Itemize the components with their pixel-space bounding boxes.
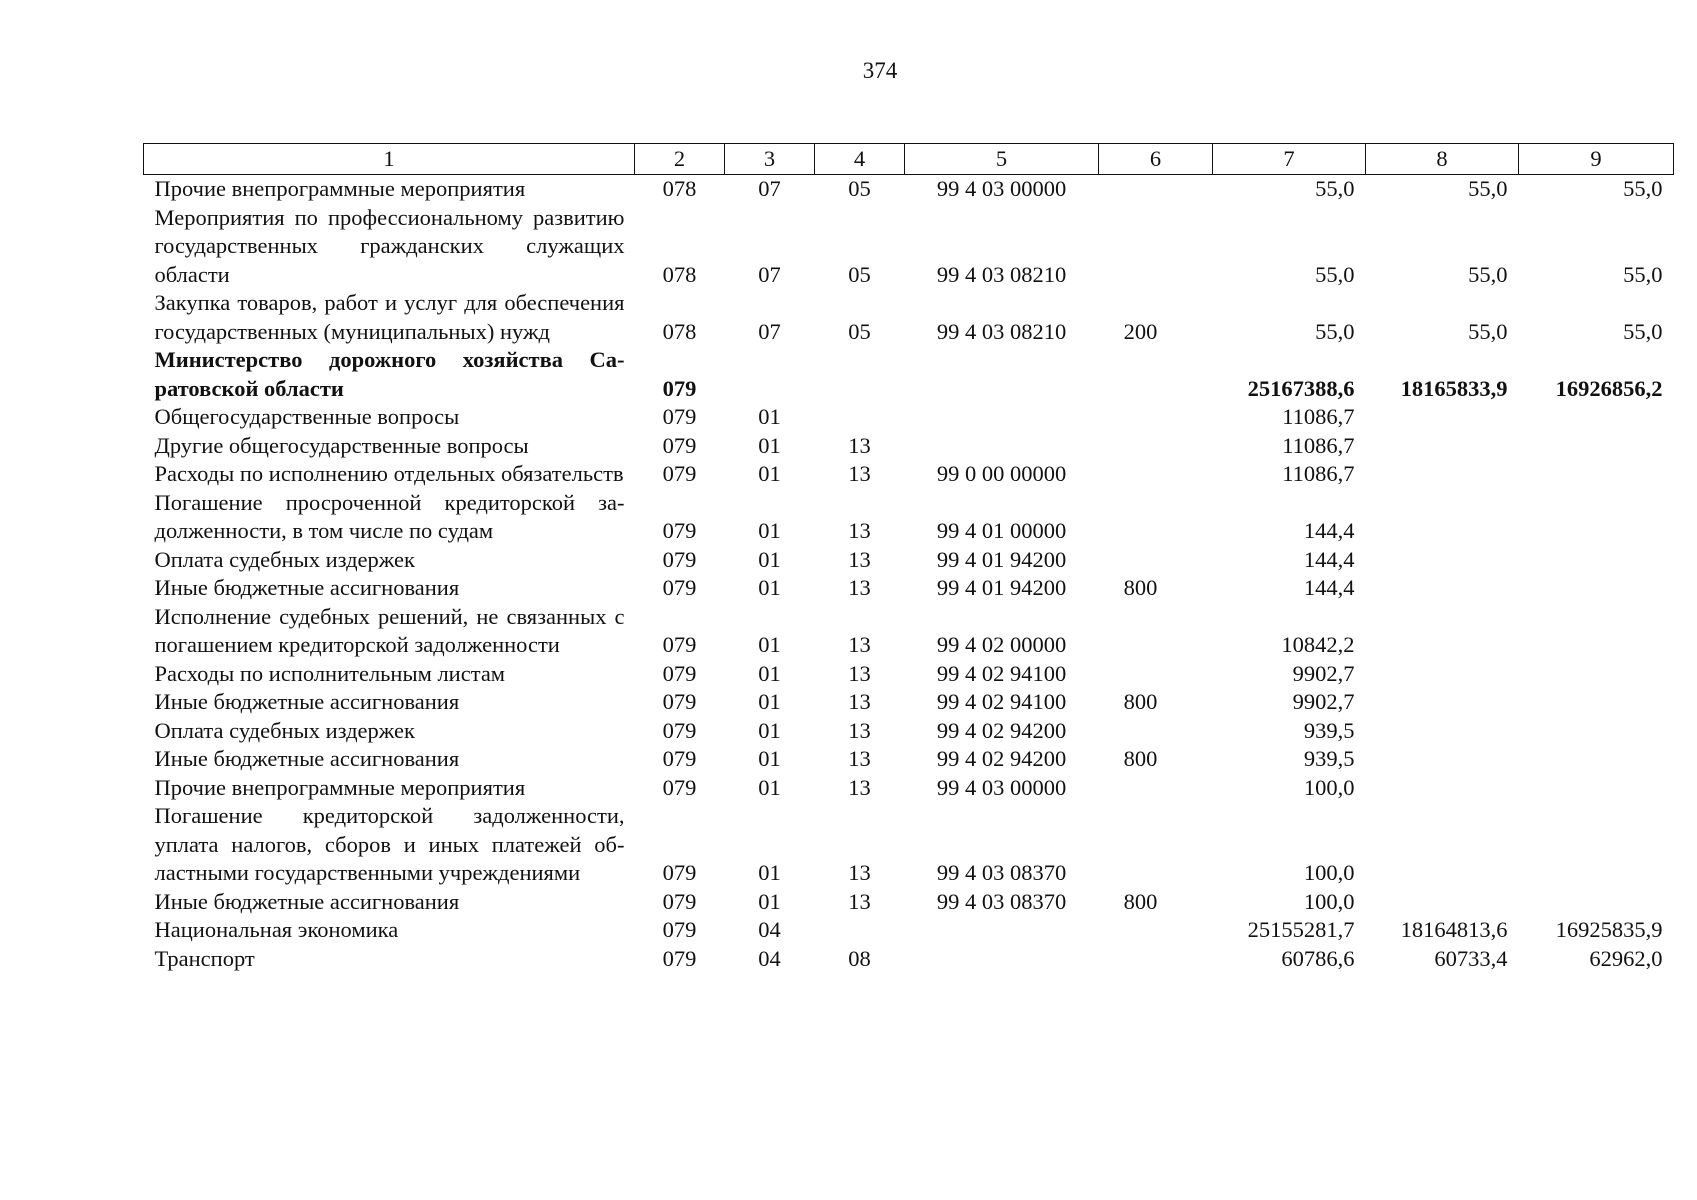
section-code: 01 [758,660,781,686]
expense-name: Иные бюджетные ассигнования [154,575,460,600]
target-article-code: 99 4 01 00000 [936,518,1067,543]
amount-col-8 [1366,460,1519,489]
section-code: 04 [758,917,781,942]
expense-type-code [1099,403,1213,432]
header-col-3: 3 [725,144,815,175]
table-row [144,460,1674,489]
grbs-code: 079 [662,774,697,800]
section-code: 01 [758,432,781,458]
section-code: 01 [758,746,781,771]
grbs-code: 079 [662,689,697,714]
amount-col-8 [1366,774,1519,803]
grbs-code: 078 [662,261,697,287]
target-article-code: 99 4 02 94200 [936,717,1067,743]
expense-type-code [1099,346,1213,403]
grbs-code: 079 [662,746,697,771]
expense-name: Общегосударственные вопросы [154,404,460,429]
grbs-code: 079 [662,404,697,429]
target-article-code [905,403,1099,432]
table-row [144,774,1674,803]
table-header [144,144,1674,175]
grbs-code: 079 [662,860,697,885]
section-code: 01 [758,689,781,714]
expense-name: Транспорт [154,945,255,971]
grbs-code: 079 [662,546,697,572]
expense-type-code [1099,175,1213,204]
amount-col-7: 939,5 [1303,717,1355,743]
table-row [144,745,1674,774]
subsection-code: 13 [848,860,871,885]
section-code: 04 [758,945,781,971]
header-col-8: 8 [1366,144,1519,175]
amount-col-7: 9902,7 [1292,660,1355,686]
table-row [144,916,1674,945]
budget-table [143,143,1674,973]
expense-type-code: 800 [1123,888,1158,914]
expense-name: Погашение кредиторской задолженности, уплата налогов, сборов и иных платежей областными государственными учреждениями [154,803,625,885]
amount-col-9 [1519,574,1674,603]
section-code [725,346,815,403]
amount-col-9: 55,0 [1623,261,1663,287]
amount-col-7: 55,0 [1315,176,1355,201]
grbs-code: 078 [662,318,697,344]
target-article-code: 99 4 01 94200 [936,575,1067,600]
target-article-code [905,346,1099,403]
section-code: 01 [758,774,781,800]
section-code: 07 [758,318,781,344]
header-col-6: 6 [1099,144,1213,175]
target-article-code: 99 4 03 08210 [936,261,1067,287]
subsection-code: 13 [848,461,871,486]
header-col-4: 4 [815,144,905,175]
target-article-code: 99 4 02 94200 [936,746,1067,771]
header-col-2: 2 [635,144,725,175]
subsection-code [815,346,905,403]
amount-col-9 [1519,603,1674,660]
amount-col-7: 25167388,6 [1247,375,1355,401]
amount-col-7: 11086,7 [1282,404,1355,429]
amount-col-9 [1519,460,1674,489]
amount-col-8 [1366,688,1519,717]
expense-name: Расходы по исполнительным листам [154,660,506,686]
amount-col-9: 55,0 [1623,176,1663,201]
amount-col-7: 25155281,7 [1247,917,1355,942]
expense-name: Иные бюджетные ассигнования [154,746,460,771]
table-row [144,204,1674,290]
expense-type-code [1099,489,1213,546]
amount-col-9: 16926856,2 [1555,375,1663,401]
expense-type-code [1099,774,1213,803]
table-row [144,346,1674,403]
table-row [144,489,1674,546]
expense-type-code [1099,660,1213,689]
subsection-code: 13 [848,717,871,743]
amount-col-7: 11086,7 [1282,461,1355,486]
target-article-code: 99 4 03 00000 [936,774,1067,800]
amount-col-9 [1519,489,1674,546]
amount-col-8 [1366,489,1519,546]
grbs-code: 079 [662,660,697,686]
expense-name: Расходы по исполнению отдельных обязательств [154,461,624,486]
amount-col-7: 11086,7 [1282,432,1355,458]
subsection-code [815,916,905,945]
amount-col-9 [1519,546,1674,575]
amount-col-7: 100,0 [1303,888,1355,914]
expense-type-code [1099,802,1213,888]
expense-name: Закупка товаров, работ и услуг для обеспечения государственных (муниципальных) нужд [154,290,625,344]
section-code: 07 [758,176,781,201]
expense-name: Другие общегосударственные вопросы [154,432,529,458]
subsection-code: 13 [848,888,871,914]
amount-col-7: 55,0 [1315,318,1355,344]
expense-type-code [1099,204,1213,290]
expense-name: Прочие внепрограммные мероприятия [154,176,526,201]
subsection-code: 13 [848,546,871,572]
grbs-code: 079 [662,375,697,401]
header-col-9: 9 [1519,144,1674,175]
amount-col-8 [1366,546,1519,575]
target-article-code: 99 4 03 08210 [936,318,1067,344]
table-row [144,175,1674,204]
amount-col-9: 16925835,9 [1555,917,1663,942]
amount-col-8 [1366,403,1519,432]
page-number: 374 [862,58,898,83]
target-article-code: 99 4 02 94100 [936,660,1067,686]
target-article-code [905,945,1099,974]
table-row [144,603,1674,660]
expense-name: Оплата судебных издержек [154,546,415,572]
table-row [144,945,1674,974]
grbs-code: 079 [662,461,697,486]
amount-col-8: 18165833,9 [1400,375,1508,401]
target-article-code: 99 4 02 00000 [936,632,1067,657]
target-article-code: 99 4 03 00000 [936,176,1067,201]
grbs-code: 079 [662,575,697,600]
expense-type-code: 800 [1123,746,1158,771]
expense-type-code [1099,945,1213,974]
subsection-code: 08 [848,945,871,971]
section-code: 07 [758,261,781,287]
amount-col-8 [1366,802,1519,888]
amount-col-7: 100,0 [1303,860,1355,885]
amount-col-9 [1519,403,1674,432]
amount-col-9 [1519,745,1674,774]
amount-col-7: 144,4 [1303,518,1355,543]
section-code: 01 [758,888,781,914]
amount-col-8: 60733,4 [1434,945,1508,971]
amount-col-9: 55,0 [1623,318,1663,344]
amount-col-8 [1366,717,1519,746]
amount-col-8: 18164813,6 [1400,917,1508,942]
expense-type-code [1099,432,1213,461]
target-article-code [905,916,1099,945]
subsection-code: 13 [848,432,871,458]
header-row [144,144,1674,175]
amount-col-9 [1519,774,1674,803]
grbs-code: 079 [662,717,697,743]
subsection-code [815,403,905,432]
expense-type-code [1099,603,1213,660]
grbs-code: 079 [662,518,697,543]
amount-col-7: 55,0 [1315,261,1355,287]
amount-col-9 [1519,660,1674,689]
expense-name: Иные бюджетные ассигнования [154,888,460,914]
section-code: 01 [758,632,781,657]
grbs-code: 079 [662,888,697,914]
expense-type-code [1099,546,1213,575]
expense-name: Прочие внепрограммные мероприятия [154,774,526,800]
expense-name: Министерство дорожного хозяйства Саратовской области [154,347,625,401]
table-row [144,432,1674,461]
amount-col-8: 55,0 [1468,176,1508,201]
amount-col-7: 144,4 [1303,546,1355,572]
subsection-code: 05 [848,318,871,344]
grbs-code: 078 [662,176,697,201]
target-article-code: 99 4 01 94200 [936,546,1067,572]
table-row [144,888,1674,917]
table-row [144,403,1674,432]
amount-col-7: 10842,2 [1281,632,1355,657]
subsection-code: 05 [848,261,871,287]
expense-name: Исполнение судебных решений, не связанных с погашением кредиторской задолженности [154,603,625,657]
grbs-code: 079 [662,917,697,942]
table-row [144,717,1674,746]
amount-col-7: 60786,6 [1281,945,1355,971]
section-code: 01 [758,575,781,600]
amount-col-9 [1519,688,1674,717]
amount-col-7: 9902,7 [1292,689,1355,714]
expense-name: Мероприятия по профессиональному развитию государственных гражданских служащих области [154,204,625,287]
expense-name: Национальная экономика [154,917,399,942]
table-row [144,802,1674,888]
amount-col-8 [1366,660,1519,689]
amount-col-8 [1366,745,1519,774]
table-row [144,574,1674,603]
header-col-1: 1 [144,144,635,175]
amount-col-9 [1519,802,1674,888]
amount-col-8 [1366,574,1519,603]
header-col-7: 7 [1213,144,1366,175]
target-article-code: 99 4 02 94100 [936,689,1067,714]
grbs-code: 079 [662,945,697,971]
expense-type-code: 800 [1123,575,1158,600]
subsection-code: 13 [848,632,871,657]
amount-col-9 [1519,888,1674,917]
amount-col-8: 55,0 [1468,318,1508,344]
subsection-code: 13 [848,774,871,800]
subsection-code: 13 [848,746,871,771]
target-article-code: 99 4 03 08370 [936,860,1067,885]
section-code: 01 [758,404,781,429]
section-code: 01 [758,546,781,572]
section-code: 01 [758,461,781,486]
expense-type-code [1099,460,1213,489]
section-code: 01 [758,860,781,885]
section-code: 01 [758,518,781,543]
expense-type-code: 800 [1123,689,1158,714]
table-row [144,289,1674,346]
expense-type-code: 200 [1123,318,1158,344]
expense-name: Оплата судебных издержек [154,717,415,743]
subsection-code: 05 [848,176,871,201]
subsection-code: 13 [848,689,871,714]
target-article-code: 99 0 00 00000 [936,461,1067,486]
table-body [144,175,1674,974]
amount-col-8 [1366,888,1519,917]
target-article-code [905,432,1099,461]
amount-col-9: 62962,0 [1589,945,1663,971]
expense-name: Погашение просроченной кредиторской задолженности, в том числе по судам [154,489,625,543]
amount-col-7: 144,4 [1303,575,1355,600]
amount-col-8 [1366,603,1519,660]
amount-col-8 [1366,432,1519,461]
target-article-code: 99 4 03 08370 [936,888,1067,914]
grbs-code: 079 [662,632,697,657]
grbs-code: 079 [662,432,697,458]
expense-name: Иные бюджетные ассигнования [154,689,460,714]
expense-type-code [1099,916,1213,945]
table-row [144,546,1674,575]
amount-col-7: 100,0 [1303,774,1355,800]
amount-col-9 [1519,432,1674,461]
section-code: 01 [758,717,781,743]
header-col-5: 5 [905,144,1099,175]
table-row [144,660,1674,689]
expense-type-code [1099,717,1213,746]
subsection-code: 13 [848,575,871,600]
table-row [144,688,1674,717]
amount-col-9 [1519,717,1674,746]
subsection-code: 13 [848,518,871,543]
amount-col-7: 939,5 [1303,746,1355,771]
subsection-code: 13 [848,660,871,686]
amount-col-8: 55,0 [1468,261,1508,287]
